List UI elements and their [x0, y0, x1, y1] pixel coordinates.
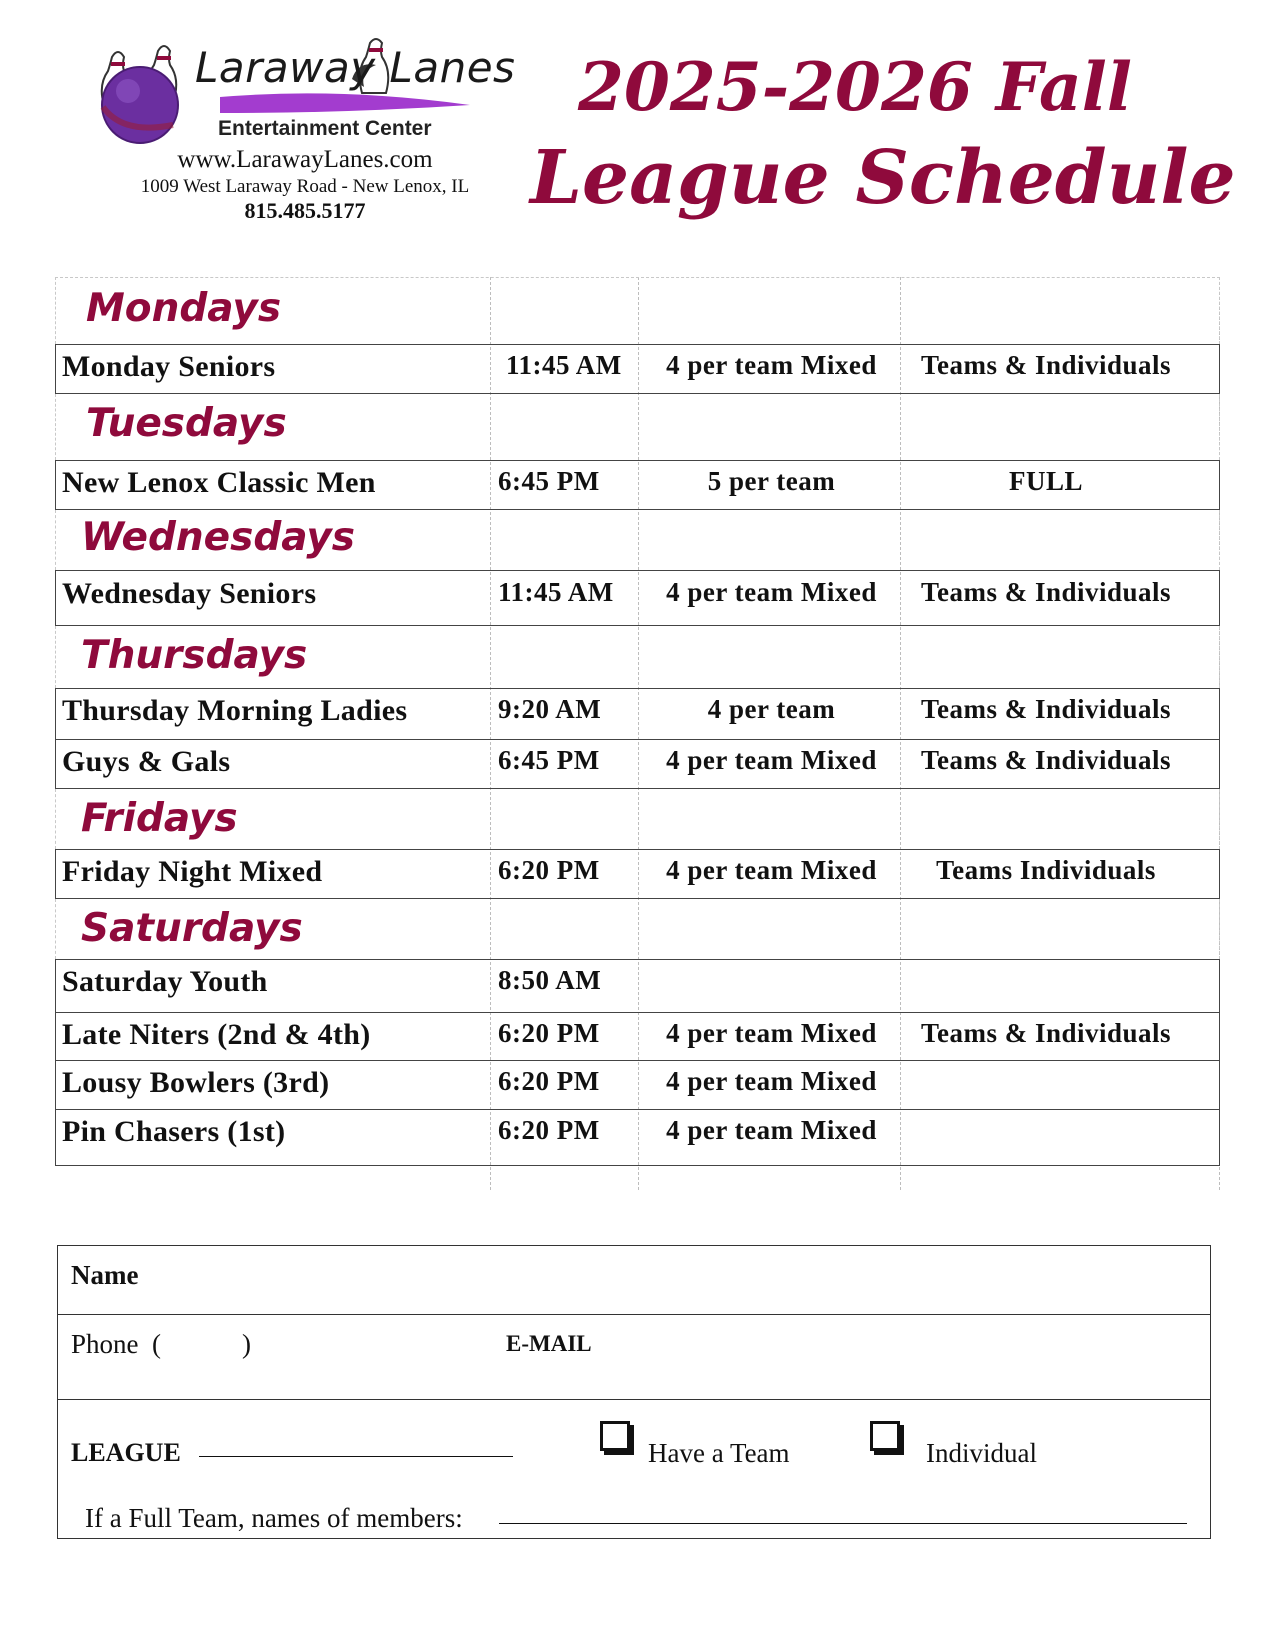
league-time: 6:20 PM — [498, 1018, 600, 1048]
league-name: Lousy Bowlers (3rd) — [62, 1066, 330, 1099]
league-row — [55, 344, 1220, 394]
league-row — [55, 688, 1220, 740]
signup-form — [57, 1245, 1211, 1539]
individual-checkbox[interactable] — [870, 1421, 900, 1451]
day-label: Thursdays — [81, 633, 308, 678]
page-title-line-2: League Schedule — [530, 135, 1236, 221]
league-row — [55, 1061, 1220, 1110]
individual-label: Individual — [926, 1438, 1037, 1468]
league-time: 11:45 AM — [506, 350, 622, 380]
day-header-wednesdays — [55, 510, 1220, 570]
members-input-line[interactable] — [499, 1523, 1187, 1524]
league-name: Wednesday Seniors — [62, 577, 317, 610]
league-entry-type: Teams & Individuals — [920, 577, 1172, 607]
league-team-size: 4 per team Mixed — [666, 1018, 877, 1048]
league-time: 9:20 AM — [498, 694, 602, 724]
league-team-size: 4 per team Mixed — [666, 745, 877, 775]
email-label: E-MAIL — [506, 1331, 592, 1356]
league-time: 8:50 AM — [498, 965, 602, 995]
logo-subtitle: Entertainment Center — [218, 117, 432, 140]
day-header-thursdays — [55, 626, 1220, 688]
have-team-checkbox[interactable] — [600, 1421, 630, 1451]
league-team-size: 5 per team — [707, 466, 836, 496]
league-time: 6:20 PM — [498, 1115, 600, 1145]
day-label: Saturdays — [81, 906, 303, 951]
league-input-line[interactable] — [199, 1456, 513, 1457]
league-entry-type: Teams & Individuals — [920, 745, 1172, 775]
league-name: Late Niters (2nd & 4th) — [62, 1018, 371, 1051]
logo-brand-text: Laraway Lanes — [195, 43, 516, 92]
league-team-size: 4 per team Mixed — [666, 1066, 877, 1096]
form-divider — [58, 1399, 1210, 1400]
street-address: 1009 West Laraway Road - New Lenox, IL — [140, 176, 470, 197]
have-team-label: Have a Team — [648, 1438, 790, 1468]
league-time: 11:45 AM — [498, 577, 614, 607]
league-entry-type: Teams & Individuals — [920, 694, 1172, 724]
league-team-size: 4 per team Mixed — [666, 577, 877, 607]
league-team-size: 4 per team Mixed — [666, 350, 877, 380]
day-header-mondays — [55, 277, 1220, 344]
league-time: 6:20 PM — [498, 855, 600, 885]
league-row — [55, 460, 1220, 510]
league-entry-type: FULL — [1008, 466, 1083, 496]
day-header-tuesdays — [55, 394, 1220, 460]
league-label: LEAGUE — [71, 1438, 181, 1467]
page-title-line-1: 2025-2026 Fall — [578, 48, 1132, 126]
league-entry-type: Teams Individuals — [936, 855, 1156, 885]
league-row — [55, 1013, 1220, 1061]
league-entry-type: Teams & Individuals — [920, 350, 1172, 380]
members-label: If a Full Team, names of members: — [85, 1503, 463, 1533]
league-row — [55, 1110, 1220, 1166]
league-row — [55, 849, 1220, 899]
league-row — [55, 570, 1220, 626]
league-name: Friday Night Mixed — [62, 855, 323, 888]
website-url: www.LarawayLanes.com — [177, 146, 433, 173]
league-name: Pin Chasers (1st) — [62, 1115, 286, 1148]
phone-number: 815.485.5177 — [244, 198, 366, 223]
league-time: 6:45 PM — [498, 466, 600, 496]
day-label: Fridays — [81, 796, 238, 841]
day-header-fridays — [55, 789, 1220, 849]
league-team-size: 4 per team — [707, 694, 836, 724]
league-time: 6:45 PM — [498, 745, 600, 775]
league-team-size: 4 per team Mixed — [666, 1115, 877, 1145]
phone-label: Phone ( ) — [71, 1329, 251, 1359]
league-name: Thursday Morning Ladies — [62, 694, 408, 727]
league-schedule-table — [55, 277, 1220, 1166]
league-team-size: 4 per team Mixed — [666, 855, 877, 885]
day-header-saturdays — [55, 899, 1220, 959]
league-name: Saturday Youth — [62, 965, 268, 998]
league-time: 6:20 PM — [498, 1066, 600, 1096]
league-row — [55, 959, 1220, 1013]
day-label: Tuesdays — [86, 401, 287, 446]
day-label: Mondays — [86, 286, 282, 331]
form-divider — [58, 1314, 1210, 1315]
league-name: Monday Seniors — [62, 350, 276, 383]
league-entry-type: Teams & Individuals — [920, 1018, 1172, 1048]
league-name: New Lenox Classic Men — [62, 466, 376, 499]
day-label: Wednesdays — [81, 515, 355, 560]
name-label: Name — [71, 1260, 139, 1290]
league-row — [55, 740, 1220, 789]
league-name: Guys & Gals — [62, 745, 231, 778]
